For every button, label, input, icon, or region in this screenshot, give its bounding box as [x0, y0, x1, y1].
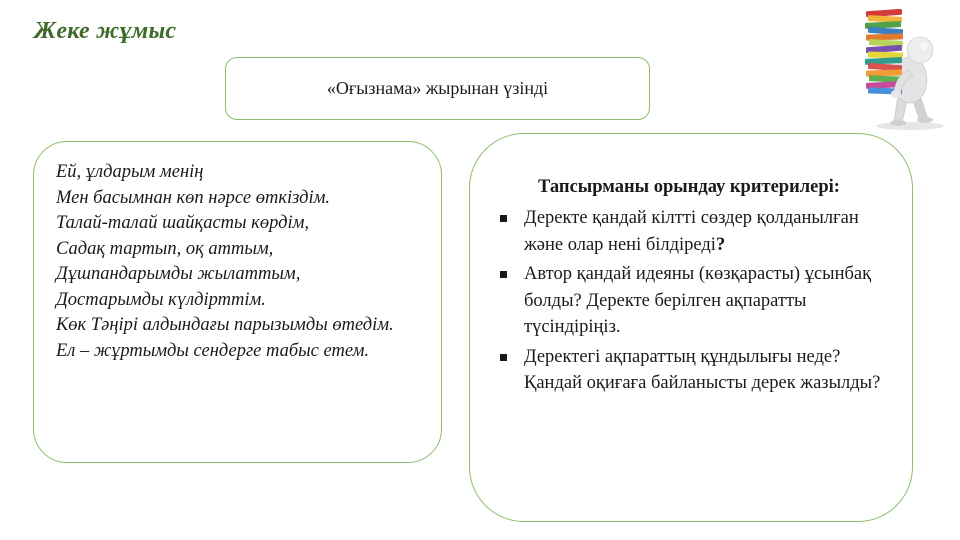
poem-line: Мен басымнан көп нәрсе өткіздім. — [56, 187, 331, 208]
square-bullet-icon — [500, 354, 507, 361]
poem-line: Көк Тәңірі алдындағы парызымды өтедім. — [56, 315, 394, 335]
poem-line: Дұшпандарымды жылаттым, — [56, 264, 301, 284]
poem-line: Ей, ұлдарым менің — [56, 162, 204, 182]
criteria-list — [492, 205, 892, 397]
criteria-title: Тапсырманы орындау критерилері: — [538, 177, 840, 197]
page-title: Жеке жұмыс — [34, 18, 177, 44]
topic-box — [225, 57, 650, 120]
poem-line: Ел – жұртымды сендерге табыс етем. — [56, 340, 370, 361]
poem-line: Садақ тартып, оқ аттым, — [56, 238, 274, 259]
square-bullet-icon — [500, 215, 507, 222]
criteria-item-text: Деректе қандай кілтті сөздер қолданылған және олар нені білдіреді — [524, 208, 859, 255]
criteria-item-text: Автор қандай идеяны (көзқарасты) ұсынбақ болды? Деректе берілген ақпаратты түсіндіріңіз. — [524, 264, 872, 337]
square-bullet-icon — [500, 271, 507, 278]
person-carrying-books-icon — [850, 0, 960, 132]
criteria-item — [492, 205, 892, 258]
poem-line: Достарымды күлдірттім. — [56, 289, 266, 310]
poem-line: Талай-талай шайқасты көрдім, — [56, 213, 310, 233]
criteria-item-text: Деректегі ақпараттың құндылығы неде? Қандай оқиғаға байланысты дерек жазылды? — [524, 346, 881, 393]
criteria-item — [492, 344, 892, 397]
criteria-item-suffix: ? — [715, 234, 726, 255]
poem-box — [33, 141, 442, 463]
criteria-item — [492, 261, 892, 341]
topic-text: «Оғызнама» жырынан үзінді — [326, 78, 549, 98]
criteria-box — [469, 133, 913, 522]
